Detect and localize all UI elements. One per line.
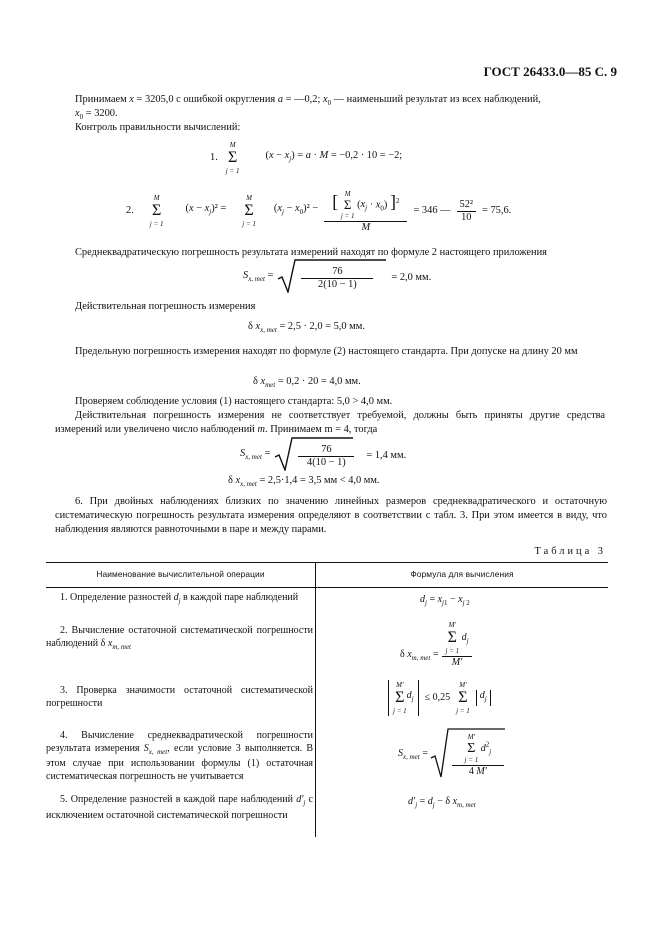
paragraph-6: 6. При двойных наблюдениях близких по значению линейных размеров среднеквадратического и остаточную систематическую погрешность результата измерения определяют в соответствии с табл. 3. При этом имеется в виду, что наблюдения являются равноточными в паре и между парами. — [55, 496, 607, 535]
paragraph-check: Проверяем соблюдение условия (1) настоящего стандарта: 5,0 > 4,0 мм. — [75, 396, 393, 407]
paragraph-actual: Действительная погрешность измерения — [75, 301, 256, 312]
formula-s-met: $S_{x, met}$ = $\frac{76}{2(10 - 1)}$ = 2,0 мм. — [243, 260, 431, 296]
table-col-formula: Формула для вычисления — [410, 569, 514, 579]
table-top-rule — [46, 562, 608, 563]
paragraph-not-match: Действительная погрешность измерения не соответствует требуемой, должны быть приняты другие средства измерений или увеличено число наблюдений m. Принимаем m = 4, тогда — [55, 410, 605, 435]
table-header-rule — [46, 587, 608, 588]
table-row-1-op: 1. Определение разностей $d_j$ в каждой паре наблюдений — [60, 592, 299, 605]
paragraph-limit: Предельную погрешность измерения находят по формуле (2) настоящего стандарта. При допуске на длину 20 мм — [75, 346, 578, 357]
table-row-5-formula: $d'_j = d_j - \delta$ $x_{m, met}$ — [408, 796, 476, 809]
table-col-operation: Наименование вычислительной операции — [96, 569, 265, 579]
intro-line: Принимаем x = 3205,0 с ошибкой округления a = —0,2; $x_0$ — наименьший результат из всех наблюдений, — [75, 94, 541, 108]
table-row-5-op: 5. Определение разностей в каждой паре наблюдений $d'_j$ с исключением остаточной систематической погрешности — [46, 794, 313, 821]
intro-x0: $x_0 = 3200$. — [75, 108, 118, 122]
formula-s-met-2: $S_{x, met}$ = $\frac{76}{4(10 - 1)}$ = 1,4 мм. — [240, 438, 406, 474]
formula-1: 1. M Σ j = 1 $(x - x_j) = a \cdot M = -0,2 \cdot 10 = -2$; — [210, 141, 403, 175]
check-label: Контроль правильности вычислений: — [75, 122, 241, 133]
page-header: ГОСТ 26433.0—85 С. 9 — [483, 64, 617, 79]
formula-delta-met: δ $x_{x, met} = 2,5 \cdot 2,0 = 5,0$ мм. — [248, 321, 365, 335]
table-column-divider — [315, 562, 316, 837]
table-row-4-op: 4. Вычисление среднеквадратической погрешности результата измерения $S_{x, met}$, если условие 3 выполняется. В этом случае при использовании формулы (1) остаточная систематическая погрешность не учитывается — [46, 730, 313, 782]
table-row-1-formula: $d_j = x_{j1} - x_{j 2}$ — [420, 594, 470, 607]
formula-delta-met-2: δ $x_{x, met} = 2,5\cdot 1,4 = 3,5$ мм < 4,0 мм. — [228, 475, 380, 489]
table-caption: Таблица 3 — [534, 546, 606, 557]
table-row-2-formula: δ $x_{m, met}$ = M′ Σ j = 1 $d_j$ M′ — [400, 620, 472, 669]
paragraph-rms: Среднеквадратическую погрешность результата измерений находят по формуле 2 настоящего приложения — [75, 247, 547, 258]
table-row-4-formula: $S_{x, met}$ = M′ Σ j = 1 $d^2_j$ 4 M′ — [398, 728, 504, 783]
table-row-3-op: 3. Проверка значимости остаточной систематической погрешности — [46, 685, 313, 709]
formula-delta-limit: δ $x_{met} = 0,2 \cdot 20 = 4,0$ мм. — [253, 376, 361, 390]
table-row-3-formula: M′ Σ j = 1 $d_j$ ≤ 0,25 M′ Σ j = 1 $d_j$ — [388, 680, 491, 716]
table-row-2-op: 2. Вычисление остаточной систематической погрешности наблюдений δ $x_{m, met}$ — [46, 625, 313, 651]
formula-2: 2. M Σ j = 1 $(x - x_j)^2$ = M Σ j = 1 $(x_j - x_0)^2$ − [ M Σ j = 1 $(x_j \cdot x_0)$ ]$^2$ M = 346 — $\frac{\text{52²}}{10}$ = 75,6. — [126, 189, 512, 233]
